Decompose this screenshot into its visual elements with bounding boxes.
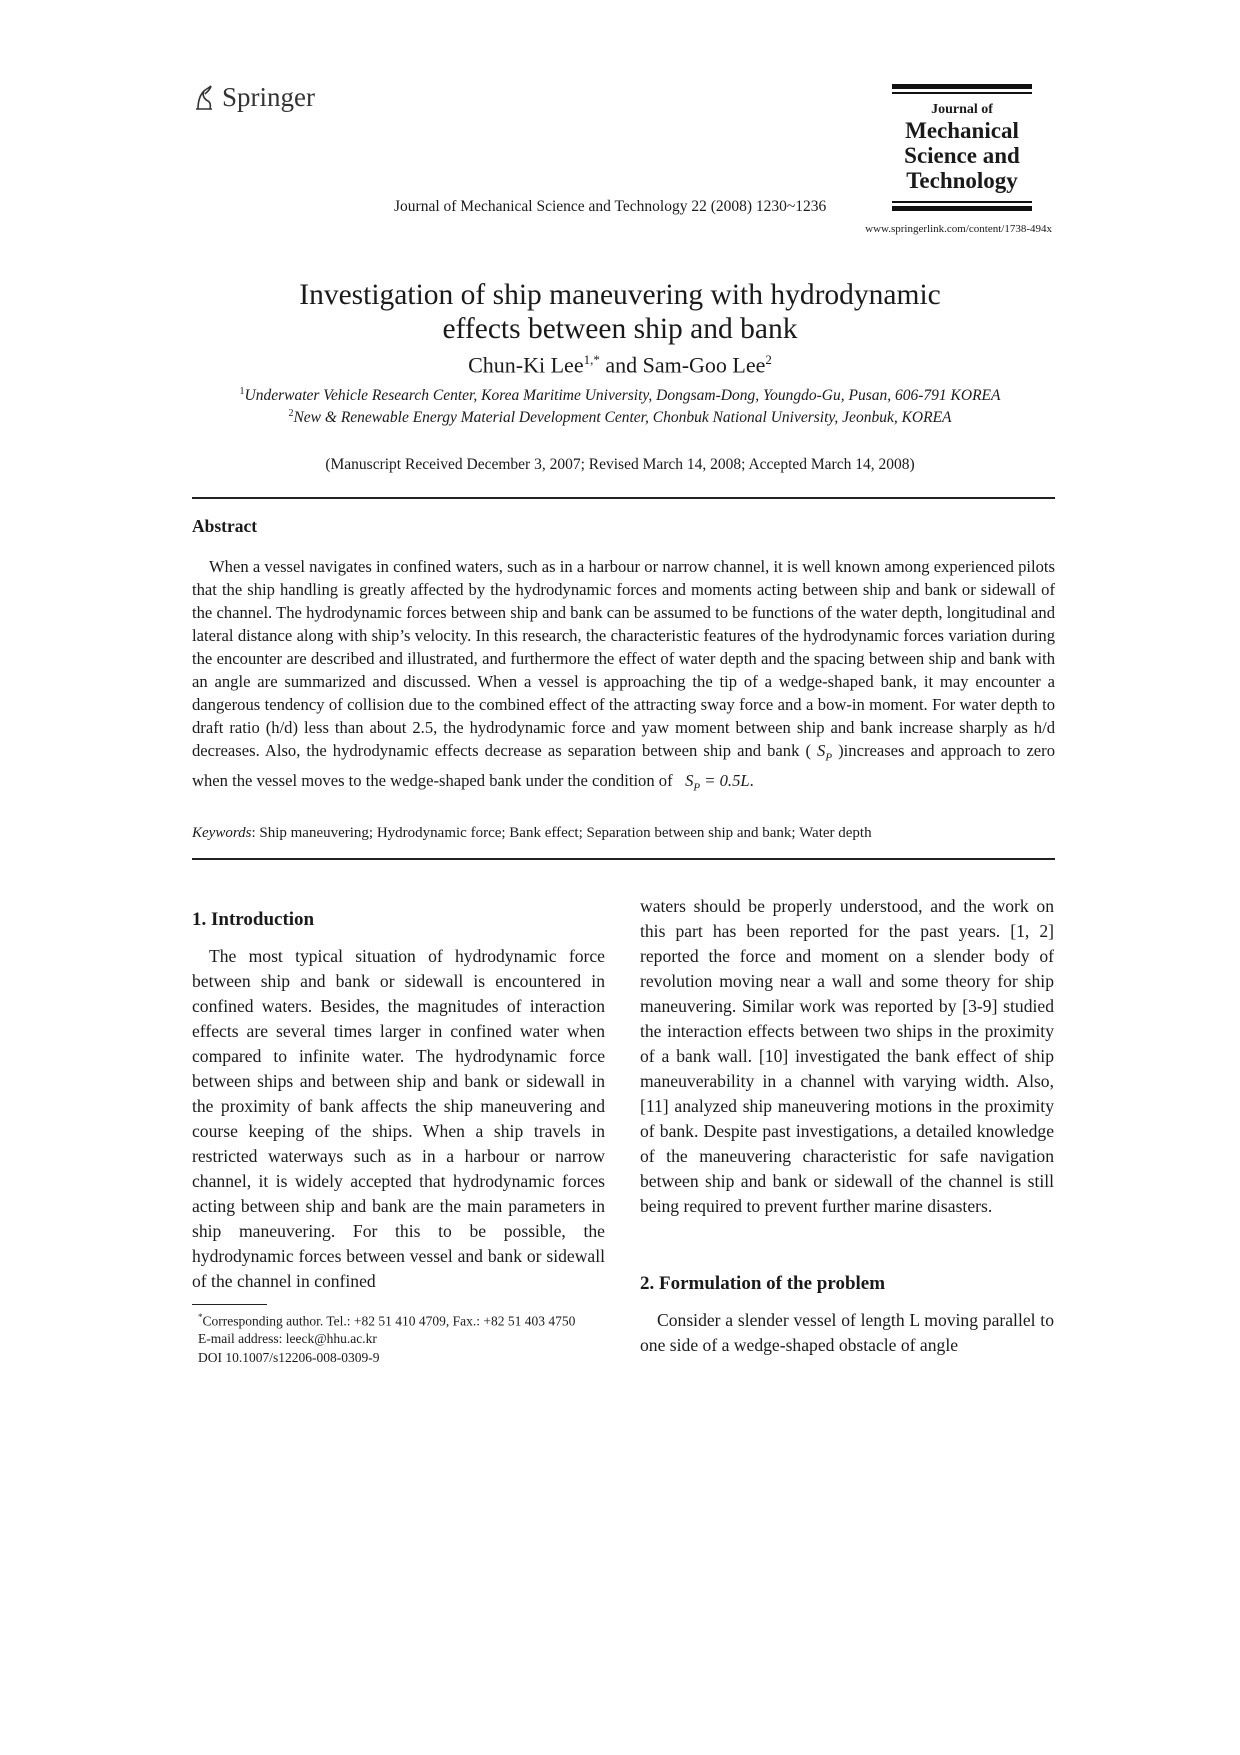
intro-paragraph-1: The most typical situation of hydrodynamic force between ship and bank or sidewall is encountered in confined waters. Besides, the magnitudes of interaction effects are several times larger in confined water when compared to infinite water. The hydrodynamic force between ships and between ship and bank or sidewall in the proximity of bank affects the ship maneuvering and course keeping of the ships. When a ship travels in restricted waterways such as in a harbour or narrow channel, it is widely accepted that hydrodynamic forces acting between ship and bank are the main parameters in ship maneuvering. For this to be possible, the hydrodynamic forces between vessel and bank or sidewall of the channel in confined bbox=[192, 946, 605, 1291]
author-conjunction: and bbox=[599, 352, 643, 378]
sp-symbol-letter: S bbox=[817, 741, 826, 760]
sp-symbol bbox=[817, 741, 833, 764]
keywords-label: Keywords bbox=[192, 825, 252, 841]
sp-symbol-subscript: P bbox=[825, 751, 833, 764]
affiliation-1-text: Underwater Vehicle Research Center, Korea Maritime University, Dongsam-Dong, Youngdo-Gu, Pusan, 606-791 KOREA bbox=[244, 387, 1001, 405]
springer-horse-icon bbox=[192, 83, 216, 113]
affiliation-1 bbox=[0, 386, 1240, 405]
condition-formula bbox=[685, 771, 750, 794]
keywords bbox=[192, 825, 872, 842]
author1-name: Chun-Ki Lee bbox=[468, 352, 584, 378]
abstract-body bbox=[192, 555, 1055, 800]
abstract-heading: Abstract bbox=[192, 516, 258, 536]
affiliation-2-marker: 2 bbox=[288, 408, 294, 419]
abstract-text-end: . bbox=[749, 771, 754, 791]
footnote-doi: DOI 10.1007/s12206-008-0309-9 bbox=[198, 1350, 380, 1365]
publisher-logo bbox=[192, 82, 315, 113]
abstract-text-part1: When a vessel navigates in confined waters, such as in a harbour or narrow channel, it is well known among experienced pilots that the ship handling is greatly affected by the hydrodynamic forces and moments acting between ship and bank or sidewall of the channel. The hydrodynamic forces between ship and bank can be assumed to be functions of the water depth, longitudinal and lateral distance along with ship’s velocity. In this research, the characteristic features of the hydrodynamic forces variation during the encounter are described and illustrated, and furthermore the effect of water depth and the spacing between ship and bank with an angle are summarized and discussed. When a vessel is approaching the tip of a wedge-shaped bank, it may encounter a dangerous tendency of collision due to the combined effect of the attracting sway force and a bow-in moment. For water depth to draft ratio (h/d) less than about 2.5, the hydrodynamic force and yaw moment between ship and bank increase sharply as h/d decreases. Also, the hydrodynamic effects decrease as separation between ship and bank ( bbox=[192, 557, 1055, 760]
journal-url[interactable]: www.springerlink.com/content/1738-494x bbox=[865, 223, 1052, 235]
author2-name: Sam-Goo Lee bbox=[642, 352, 766, 378]
paper-title bbox=[0, 278, 1240, 346]
journal-box-bottom-rule bbox=[892, 206, 1032, 211]
condition-rhs: = 0.5L bbox=[700, 771, 750, 791]
author1-affil-marker: 1,* bbox=[583, 352, 600, 367]
journal-box-bottom-rule-thin bbox=[892, 201, 1032, 203]
footnote-corresponding bbox=[198, 1312, 575, 1330]
affiliation-1-marker: 1 bbox=[239, 386, 245, 397]
author2-affil-marker: 2 bbox=[765, 352, 772, 367]
footnote-email: E-mail address: leeck@hhu.ac.kr bbox=[198, 1331, 377, 1346]
footnote-rule bbox=[192, 1304, 267, 1305]
section-2-heading: 2. Formulation of the problem bbox=[640, 1273, 886, 1294]
condition-symbol-letter: S bbox=[685, 771, 694, 791]
abstract-text-part2: )increases and approach to zero when the vessel moves to the wedge-shaped bank under the condition of bbox=[192, 741, 1055, 791]
intro-paragraph-2: waters should be properly understood, and the work on this part has been reported for the past years. [1, 2] reported the force and moment on a slender body of revolution moving near a wall and some theory for ship maneuvering. Similar work was reported by [3-9] studied the interaction effects between two ships in the proximity of a bank wall. [10] investigated the bank effect of ship maneuverability in a channel with varying width. Also, [11] analyzed ship maneuvering motions in the proximity of bank. Despite past investigations, a detailed knowledge of the maneuvering characteristic for safe navigation between ship and bank or sidewall of the channel is still being required to prevent further marine disasters. bbox=[640, 896, 1054, 1216]
affiliation-2 bbox=[0, 408, 1240, 427]
journal-box-top-rule-thin bbox=[892, 92, 1032, 94]
abstract-divider bbox=[192, 858, 1055, 860]
journal-box-line1: Mechanical bbox=[905, 118, 1019, 143]
journal-box-top-rule bbox=[892, 84, 1032, 89]
footnote-marker: * bbox=[198, 1312, 203, 1322]
keywords-text: : Ship maneuvering; Hydrodynamic force; Bank effect; Separation between ship and bank; Water depth bbox=[251, 825, 872, 841]
journal-citation: Journal of Mechanical Science and Technology 22 (2008) 1230~1236 bbox=[394, 198, 827, 215]
condition-symbol-subscript: P bbox=[693, 781, 701, 794]
section-2-paragraph-1: Consider a slender vessel of length L moving parallel to one side of a wedge-shaped obstacle of angle bbox=[640, 1310, 1054, 1355]
publisher-name: Springer bbox=[222, 82, 315, 112]
journal-box-line2: Science and bbox=[904, 143, 1020, 168]
author-list bbox=[0, 352, 1240, 378]
title-line2: effects between ship and bank bbox=[442, 313, 798, 345]
footnote-line1: Corresponding author. Tel.: +82 51 410 4709, Fax.: +82 51 403 4750 bbox=[202, 1313, 576, 1329]
section-1-heading: 1. Introduction bbox=[192, 909, 315, 930]
journal-box-label: Journal of bbox=[931, 102, 993, 117]
journal-box bbox=[892, 84, 1032, 211]
header-divider bbox=[192, 497, 1055, 499]
manuscript-dates: (Manuscript Received December 3, 2007; Revised March 14, 2008; Accepted March 14, 2008) bbox=[325, 456, 915, 473]
journal-box-line3: Technology bbox=[906, 168, 1018, 193]
affiliation-2-text: New & Renewable Energy Material Development Center, Chonbuk National University, Jeonbuk, KOREA bbox=[293, 409, 952, 427]
title-line1: Investigation of ship maneuvering with hydrodynamic bbox=[299, 279, 941, 311]
